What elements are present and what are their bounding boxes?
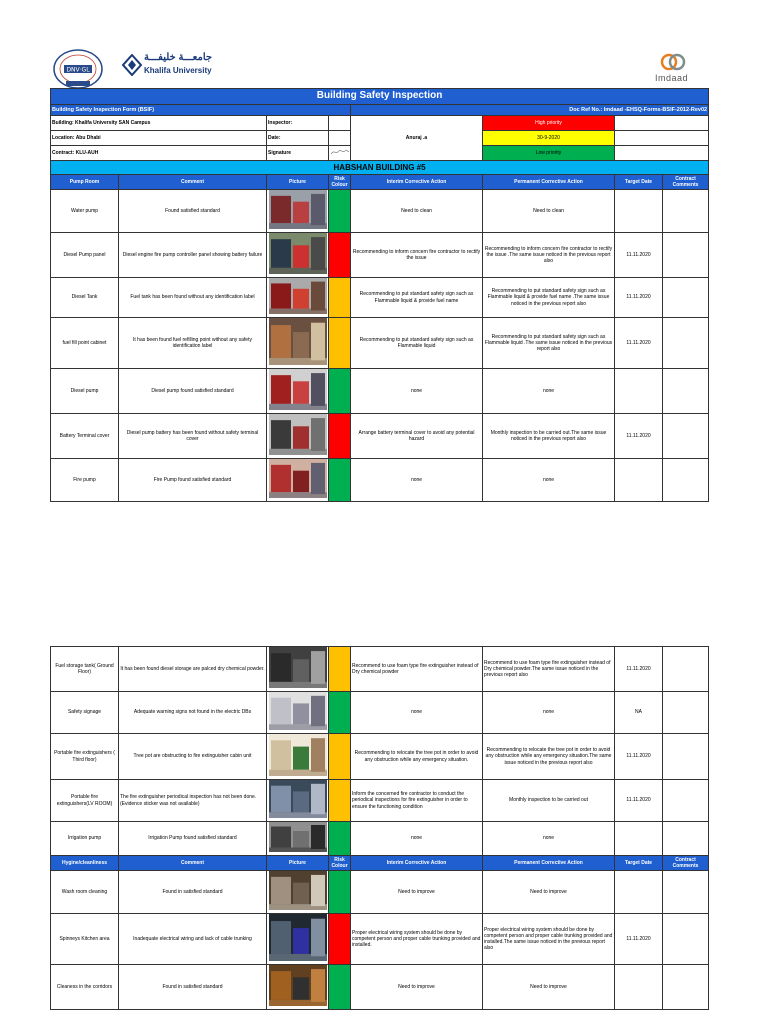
interim-cell: Arrange battery terminal cover to avoid any potential hazard: [351, 414, 483, 459]
date-label: Date:: [267, 131, 329, 146]
table-row: [51, 318, 709, 369]
low-priority: Low priority: [483, 146, 615, 161]
interim-cell: Recommending to put standard safety sign such as Flammable liquid & provide fuel name: [351, 278, 483, 318]
col-comment: Comment: [119, 175, 267, 190]
table-row: [51, 459, 709, 502]
table-row: [51, 233, 709, 278]
risk-cell: [329, 414, 351, 459]
item-cell: Cleaness in the corridors: [51, 965, 119, 1010]
comment-cell: Diesel pump battery has been found without safety terminal cover: [119, 414, 267, 459]
building-field: Building: Khalifa University SAN Campus: [51, 116, 267, 131]
interim-cell: none: [351, 459, 483, 502]
inspector-label: Inspector:: [267, 116, 329, 131]
comment-cell: Found in satisfied standard: [119, 871, 267, 914]
contract-comment-cell: [663, 822, 709, 856]
contract-comment-cell: [663, 459, 709, 502]
column-header-row: [51, 175, 709, 190]
target-date-cell: NA: [615, 692, 663, 734]
contract-comment-cell: [663, 190, 709, 233]
interim-cell: Need to improve: [351, 871, 483, 914]
col-hyg-picture: Picture: [267, 856, 329, 871]
permanent-cell: none: [483, 459, 615, 502]
col-picture: Picture: [267, 175, 329, 190]
target-date-cell: [615, 459, 663, 502]
contract-field: Contract: KLU-AUH: [51, 146, 267, 161]
item-cell: Diesel pump: [51, 369, 119, 414]
picture-cell: [267, 414, 329, 459]
table-row: [51, 414, 709, 459]
item-cell: Diesel Tank: [51, 278, 119, 318]
target-date-cell: 11.11.2020: [615, 278, 663, 318]
interim-cell: Proper electrical wiring system should be done by competent person and proper cable trunking provided and installed.: [351, 914, 483, 965]
picture-cell: [267, 647, 329, 692]
target-date-cell: [615, 822, 663, 856]
picture-cell: [267, 233, 329, 278]
picture-cell: [267, 965, 329, 1010]
picture-cell: [267, 734, 329, 780]
permanent-cell: Monthly inspection to be carried out.The same issue noticed in the previous report also: [483, 414, 615, 459]
doc-ref: Doc Ref No.: Imdaad -EHSQ-Forms-BSIF-2012-Rev02: [351, 105, 709, 116]
item-cell: Spinneys Kitchen area: [51, 914, 119, 965]
ku-arabic-name: جامعـــة خليفـــة: [144, 52, 213, 63]
table-row: [51, 734, 709, 780]
target-date-cell: 11.11.2020: [615, 233, 663, 278]
contract-comment-cell: [663, 233, 709, 278]
interim-cell: Need to clean: [351, 190, 483, 233]
risk-cell: [329, 965, 351, 1010]
picture-cell: [267, 318, 329, 369]
item-cell: Water pump: [51, 190, 119, 233]
picture-cell: [267, 822, 329, 856]
target-date-cell: [615, 190, 663, 233]
col-target: Target Date: [615, 175, 663, 190]
inspection-photo: [269, 278, 327, 314]
inspection-photo: [269, 459, 327, 498]
table-row: [51, 822, 709, 856]
picture-cell: [267, 190, 329, 233]
hygiene-rows: [51, 871, 709, 1010]
target-date-cell: 11.11.2020: [615, 647, 663, 692]
inspection-photo: [269, 190, 327, 229]
comment-cell: It has been found fuel refilling point without any safety identification label: [119, 318, 267, 369]
picture-cell: [267, 459, 329, 502]
imdaad-name: Imdaad: [655, 73, 689, 83]
inspection-photo: [269, 780, 327, 818]
inspection-photo: [269, 647, 327, 688]
pump-room-rows: [51, 190, 709, 502]
col-interim: Interim Corrective Action: [351, 175, 483, 190]
inspection-photo: [269, 822, 327, 852]
page2-rows: [51, 647, 709, 856]
dnv-gl-logo: [52, 48, 104, 90]
inspection-table: [50, 88, 709, 502]
interim-cell: none: [351, 369, 483, 414]
target-date-cell: 11.11.2020: [615, 780, 663, 822]
inspection-photo: [269, 965, 327, 1006]
inspection-photo: [269, 914, 327, 961]
permanent-cell: none: [483, 822, 615, 856]
item-cell: Fire pump: [51, 459, 119, 502]
col-hyg-target: Target Date: [615, 856, 663, 871]
permanent-cell: Need to improve: [483, 965, 615, 1010]
table-row: [51, 914, 709, 965]
item-cell: Portable fire extinguishers(LV ROOM): [51, 780, 119, 822]
target-date-cell: [615, 369, 663, 414]
contract-comment-cell: [663, 369, 709, 414]
col-contract: Contract Comments: [663, 175, 709, 190]
picture-cell: [267, 278, 329, 318]
target-date-cell: [615, 871, 663, 914]
col-hyg-comment: Comment: [119, 856, 267, 871]
inspection-photo: [269, 369, 327, 410]
table-row: [51, 871, 709, 914]
item-cell: Fuel storage tank( Ground Floor): [51, 647, 119, 692]
item-cell: Diesel Pump panel: [51, 233, 119, 278]
inspection-photo: [269, 233, 327, 274]
contract-comment-cell: [663, 871, 709, 914]
comment-cell: Diesel engine fire pump controller panel showing battery failure: [119, 233, 267, 278]
risk-cell: [329, 233, 351, 278]
comment-cell: Found in satisfied standard: [119, 965, 267, 1010]
col-permanent: Permanent Corrective Action: [483, 175, 615, 190]
target-date-cell: 11.11.2020: [615, 734, 663, 780]
contract-comment-cell: [663, 278, 709, 318]
col-hyg-section: Hygine/cleanliness: [51, 856, 119, 871]
table-row: [51, 965, 709, 1010]
target-date-cell: [615, 965, 663, 1010]
risk-cell: [329, 914, 351, 965]
interim-cell: Recommend to use foam type fire extinguisher instead of Dry chemical powder: [351, 647, 483, 692]
interim-cell: Recommending to relocate the tree pot in order to avoid any obstruction while any emergency situation.: [351, 734, 483, 780]
target-date-cell: 11.11.2020: [615, 318, 663, 369]
permanent-cell: Recommend to use foam type fire extinguisher instead of Dry chemical powder.The same issue noticed in the previous report also: [483, 647, 615, 692]
comment-cell: Tree pot are obstructing to fire extinguisher cabin unit: [119, 734, 267, 780]
contract-comment-cell: [663, 780, 709, 822]
inspector-value: Anuraj .a: [351, 116, 483, 161]
permanent-cell: Recommending to relocate the tree pot in order to avoid any obstruction while any emergency situation.The same issue noticed in the previous report also: [483, 734, 615, 780]
col-hyg-risk: Risk Colour: [329, 856, 351, 871]
target-date-cell: 11.11.2020: [615, 414, 663, 459]
contract-comment-cell: [663, 734, 709, 780]
col-risk: Risk Colour: [329, 175, 351, 190]
khalifa-university-logo: [122, 54, 222, 80]
location-field: Location: Abu Dhabi: [51, 131, 267, 146]
permanent-cell: Recommending to put standard safety sign such as Flammable liquid & provide fuel name .The same issue noticed in the previous report also: [483, 278, 615, 318]
risk-cell: [329, 318, 351, 369]
signature-label: Signature: [267, 146, 329, 161]
signature: [329, 146, 351, 161]
risk-cell: [329, 871, 351, 914]
comment-cell: Inadequate electrical wiring and lack of cable trunking: [119, 914, 267, 965]
khalifa-emblem-icon: [122, 54, 142, 76]
imdaad-logo: [652, 52, 700, 86]
table-row: [51, 647, 709, 692]
table-row: [51, 278, 709, 318]
risk-cell: [329, 692, 351, 734]
table-row: [51, 780, 709, 822]
col-hyg-interim: Interim Corrective Action: [351, 856, 483, 871]
col-hyg-permanent: Permanent Corrective Action: [483, 856, 615, 871]
comment-cell: Found satisfied standard: [119, 190, 267, 233]
permanent-cell: Monthly inspection to be carried out: [483, 780, 615, 822]
comment-cell: Adequate warning signs not found in the electric DBs: [119, 692, 267, 734]
target-date-cell: 11.11.2020: [615, 914, 663, 965]
interim-cell: none: [351, 822, 483, 856]
permanent-cell: Recommending to inform concern fire contractor to rectify the issue .The same issue noticed in the previous report also: [483, 233, 615, 278]
ku-english-name: Khalifa University: [144, 66, 212, 75]
form-name: Building Safety Inspection Form (BSIF): [51, 105, 351, 116]
inspection-photo: [269, 414, 327, 455]
picture-cell: [267, 369, 329, 414]
comment-cell: Diesel pump found satisfied standard: [119, 369, 267, 414]
risk-cell: [329, 822, 351, 856]
inspection-photo: [269, 692, 327, 730]
inspection-photo: [269, 871, 327, 910]
hygiene-header-row: [51, 856, 709, 871]
comment-cell: Irrigation Pump found satisfied standard: [119, 822, 267, 856]
contract-comment-cell: [663, 965, 709, 1010]
interim-cell: Recommending to inform concern fire contractor to rectify the issue: [351, 233, 483, 278]
item-cell: fuel fill point cabinet: [51, 318, 119, 369]
item-cell: Battery Terminal cover: [51, 414, 119, 459]
item-cell: Wash room cleaning: [51, 871, 119, 914]
item-cell: Portable fire extinguishers ( Third floor): [51, 734, 119, 780]
contract-comment-cell: [663, 414, 709, 459]
table-row: [51, 369, 709, 414]
picture-cell: [267, 780, 329, 822]
permanent-cell: none: [483, 369, 615, 414]
comment-cell: Fuel tank has been found without any identification label: [119, 278, 267, 318]
item-cell: Safety signage: [51, 692, 119, 734]
item-cell: Irrigation pump: [51, 822, 119, 856]
high-priority: High priority: [483, 116, 615, 131]
interim-cell: Inform the concerned fire contractor to conduct the periodical inspections for fire extinguisher in order to ensure the functioning condition: [351, 780, 483, 822]
picture-cell: [267, 871, 329, 914]
risk-cell: [329, 369, 351, 414]
col-hyg-contract: Contract Comments: [663, 856, 709, 871]
risk-cell: [329, 734, 351, 780]
imdaad-emblem-icon: [660, 52, 686, 72]
contract-comment-cell: [663, 647, 709, 692]
risk-cell: [329, 780, 351, 822]
comment-cell: It has been found diesel storage are palced dry chemical powder.: [119, 647, 267, 692]
header-logos: [0, 0, 768, 90]
permanent-cell: none: [483, 692, 615, 734]
date-value: 30-9-2020: [483, 131, 615, 146]
comment-cell: The fire extinguisher periodical inspection has not been done. (Evidence sticker was not available): [119, 780, 267, 822]
permanent-cell: Need to improve: [483, 871, 615, 914]
table-row: [51, 190, 709, 233]
risk-cell: [329, 647, 351, 692]
comment-cell: Fire Pump found satisfied standard: [119, 459, 267, 502]
contract-comment-cell: [663, 692, 709, 734]
inspection-photo: [269, 734, 327, 776]
permanent-cell: Need to clean: [483, 190, 615, 233]
building-name: HABSHAN BUILDING #5: [51, 161, 709, 175]
contract-comment-cell: [663, 318, 709, 369]
permanent-cell: Recommending to put standard safety sign such as Flammable liquid .The same issue noticed in the previous report also: [483, 318, 615, 369]
interim-cell: Need to improve: [351, 965, 483, 1010]
inspection-table-page2: [50, 646, 709, 1010]
inspection-photo: [269, 318, 327, 365]
risk-cell: [329, 459, 351, 502]
table-row: [51, 692, 709, 734]
picture-cell: [267, 914, 329, 965]
risk-cell: [329, 190, 351, 233]
interim-cell: Recommending to put standard safety sign such as Flammable liquid: [351, 318, 483, 369]
contract-comment-cell: [663, 914, 709, 965]
risk-cell: [329, 278, 351, 318]
page-title: Building Safety Inspection: [51, 89, 709, 105]
picture-cell: [267, 692, 329, 734]
interim-cell: none: [351, 692, 483, 734]
permanent-cell: Proper electrical wiring system should be done by competent person and proper cable trunking provided and installed.The same issue noticed in the previous report also: [483, 914, 615, 965]
col-section: Pump Room: [51, 175, 119, 190]
svg-text:DNV·GL: DNV·GL: [66, 66, 90, 74]
